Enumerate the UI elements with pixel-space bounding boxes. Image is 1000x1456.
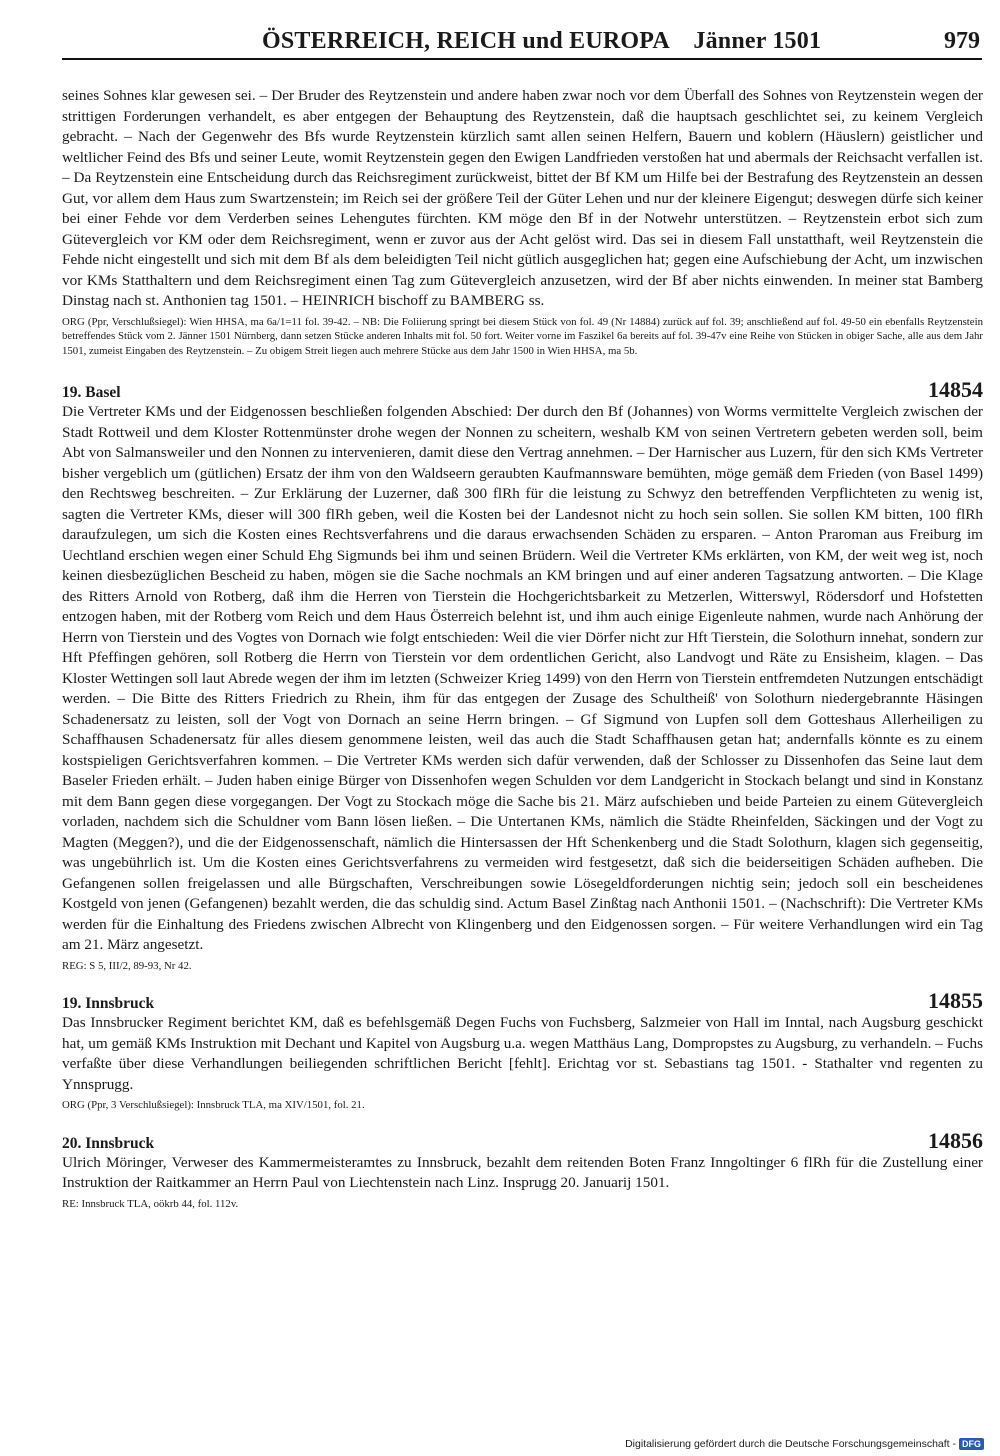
entry-number: 14855: [928, 988, 983, 1014]
entry-number: 14856: [928, 1127, 983, 1153]
entry-text: Ulrich Möringer, Verweser des Kammermeisteramtes zu Innsbruck, bezahlt dem reitenden Boten Franz Inngoltinger 6 flRh für die Zustellung einer Instruktion der Raitkammer an Herrn Paul von Liechtenstein nach Linz. Insprugg 20. Januarij 1501.: [62, 1153, 983, 1192]
continuation-entry: [62, 86, 983, 358]
digitization-footer: [625, 1438, 984, 1450]
running-header: [62, 28, 982, 60]
entry-14856: [62, 1127, 983, 1212]
entry-text: Das Innsbrucker Regiment berichtet KM, daß es befehlsgemäß Degen Fuchs von Fuchsberg, Salzmeier von Hall im Inntal, nach Augsburg geschickt hat, um gemäß KMs Instruktion mit Dechant und Kapitel von Augsburg u.a. wegen Matthäus Lang, Dompropstes zu Augsburg, zu verhandeln. – Fuchs verfaßte über diese Verhandlungen beiliegenden schriftlichen Bericht [fehlt]. Erichtag vor st. Sebastians tag 1501. - Stathalter vnd regenten zu Ynnsprugg.: [62, 1014, 983, 1093]
main-content: [62, 86, 983, 1212]
entry-heading: [62, 1127, 983, 1153]
entry-heading: [62, 988, 983, 1014]
entry-source-note: ORG (Ppr, 3 Verschlußsiegel): Innsbruck TLA, ma XIV/1501, fol. 21.: [62, 1099, 365, 1112]
entry-source-note: REG: S 5, III/2, 89-93, Nr 42.: [62, 959, 192, 972]
entry-number: 14854: [928, 377, 983, 403]
entry-14854: [62, 377, 983, 973]
dfg-logo-icon: DFG: [959, 1438, 984, 1450]
entry-14855: [62, 988, 983, 1113]
footer-credit: Digitalisierung gefördert durch die Deutsche Forschungsgemeinschaft -: [625, 1438, 956, 1450]
entry-day-place: 19. Innsbruck: [62, 995, 155, 1013]
entry-source-note: RE: Innsbruck TLA, oökrb 44, fol. 112v.: [62, 1197, 239, 1210]
entry-day-place: 20. Innsbruck: [62, 1134, 155, 1152]
entry-day-place: 19. Basel: [62, 384, 121, 402]
page-number: 979: [944, 28, 980, 54]
continuation-source-note: ORG (Ppr, Verschlußsiegel): Wien HHSA, ma 6a/1=11 fol. 39-42. – NB: Die Foliierung springt bei diesem Stück von fol. 49 (Nr 14884) zurück auf fol. 39; anschließend auf fol. 49-50 ein ebenfalls Reytzenstein betreffendes Stück vom 2. Jänner 1501 Nürnberg, dann setzen Stücke anderen Inhalts mit fol. 50 fort. Weiter vorne im Faszikel 6a bereits auf fol. 39-47v eine Reihe von Stücken in obiger Sache, alle aus dem Jahr 1501, zumeist Eingaben des Reytzenstein. – Zu obigem Streit liegen auch mehrere Stücke aus dem Jahr 1500 in Wien HHSA, ma 5b.: [62, 315, 983, 357]
entry-heading: [62, 377, 983, 403]
running-title: ÖSTERREICH, REICH und EUROPA Jänner 1501: [262, 28, 822, 54]
entry-text: Die Vertreter KMs und der Eidgenossen beschließen folgenden Abschied: Der durch den Bf (Johannes) von Worms vermittelte Vergleich zwischen der Stadt Rottweil und dem Kloster Rottenmünster drohe wegen der Nonnen zu scheitern, weshalb KM von seinen Vertretern gebeten werden soll, beim Abt von Salmansweiler und den Nonnen zu intervenieren, damit diese den Vertrag annehmen. – Der Harnischer aus Luzern, für den sich KMs Vertreter bisher vergeblich um (gütlichen) Ersatz der ihm von den Waldseern geraubten Kaufmannsware bemühten, möge gemäß dem Frieden (von Basel 1499) den Rechtsweg beschreiten. – Zur Erklärung der Luzerner, daß 300 flRh für die leistung zu Schwyz den betreffenden Verpflichteten zu wenig ist, sagten die Vertreter KMs, dieser will 300 flRh geben, weil die Kosten bei der Landesnot nicht zu hoch sein sollen. Sie sollen KM bitten, 100 flRh daraufzulegen, um sich die Kosten eines Rechtsverfahrens und die daraus erwachsenden Schäden zu ersparen. – Anton Praroman aus Freiburg im Uechtland erschien wegen einer Schuld Ehg Sigmunds bei ihm und seinen Brüdern. Weil die Vertreter KMs erklärten, von KM, der weit weg ist, noch keinen diesbezüglichen Bescheid zu haben, mögen sie die Sache nochmals an KM bringen und auf einer anderen Tagsatzung antworten. – Die Klage des Ritters Arnold von Rotberg, daß ihm die Herren von Tierstein die Hochgerichtsbarkeit zu Metzerlen, Witterswyl, Rödersdorf und Hofstetten entzogen haben, mit der Rotberg vom Reich und dem Haus Österreich belehnt ist, und ihm auch einige Eigenleute nahmen, wurde nach Anhörung der Herrn von Tierstein und des Vogtes von Dornach wie folgt entschieden: Weil die vier Dörfer nicht zur Hft Tierstein, die Solothurn innehat, sondern zur Hft Pfeffingen gehören, soll Rotberg die Herrn von Tierstein vor dem ordentlichen Gericht, also Landvogt und Räte zu Ensisheim, klagen. – Das Kloster Wettingen soll laut Abrede wegen der ihm im letzten (Schweizer Krieg 1499) von den Herrn von Tierstein entfremdeten Nutzungen entschädigt werden. – Die Bitte des Ritters Friedrich zu Rhein, ihm für das entgegen der Zusage des Schultheiß' von Solothurn niedergebrannte Häsingen Schadenersatz zu leisten, soll der Vogt von Dornach an seine Herrn bringen. – Gf Sigmund von Lupfen soll dem Gotteshaus Allerheiligen zu Schaffhausen Schadenersatz für alles diesem genommene leisten, weil das auch die Stadt Schaffhausen getan hat; andernfalls könnte es zu einem kostspieligen Gerichtsverfahren kommen. – Die Vertreter KMs werden sich dafür verwenden, daß der Schlosser zu Dissenhofen das Seine laut dem Baseler Frieden erhält. – Juden haben einige Bürger von Dissenhofen wegen Schulden vor dem Landgericht in Stockach belangt und sind in Konstanz mit dem Bann gegen diese vorgegangen. Der Vogt zu Stockach möge die Sache bis 21. März aufschieben und beide Parteien zu einem Gütevergleich vorladen, nachdem sich die Schuldner vom Bann lösen ließen. – Die Untertanen KMs, nämlich die Städte Rheinfelden, Säckingen und der Vogt zu Magten (Meggen?), und die der Eidgenossenschaft, nämlich die Hintersassen der Hft Schenkenberg und die Stadt Solothurn, klagen sich gegenseitig, was ungebührlich ist. Um die Kosten eines Gerichtsverfahrens zu vermeiden wird festgesetzt, daß sich die beiderseitigen Schäden aufheben. Die Gefangenen sollen freigelassen und alle Bürgschaften, Verschreibungen sowie Lösegeldforderungen nichtig sein; jedoch soll ein bescheidenes Kostgeld von jenen (Gefangenen) bezahlt werden, die das schuldig sind. Actum Basel Zinßtag nach Anthonii 1501. – (Nachschrift): Die Vertreter KMs werden für die Einhaltung des Friedens zwischen Albrecht von Klingenberg und den Eidgenossen sorgen. – Für weitere Verhandlungen wird ein Tag am 21. März angesetzt.: [62, 403, 983, 954]
continuation-text: seines Sohnes klar gewesen sei. – Der Bruder des Reytzenstein und andere haben zwar noch vor dem Überfall des Sohnes von Reytzenstein wegen der strittigen Forderungen verhandelt, es aber entgegen der Behauptung des Reytzenstein, daß die hauptsach geschlichtet sei, zu keinem Vergleich gebracht. – Nach der Gegenwehr des Bfs wurde Reytzenstein kürzlich samt allen seinen Helfern, Bauern und koblern (Häuslern) geistlicher und weltlicher Feind des Bfs und seiner Leute, womit Reytzenstein gegen den Ewigen Landfrieden verstoßen hat und abermals der Reichsacht verfallen ist. – Da Reytzenstein eine Entscheidung durch das Reichsregiment zurückweist, bittet der Bf KM um Hilfe bei der Bestrafung des Reytzenstein an dessen Gut, vor allem dem Haus zum Swartzenstein; im Reich sei der größere Teil der Güter Lehen und nur der kleinere Eigengut; deswegen dürfe sich keiner bei einer Fehde vor dem Verderben seines Lehengutes fürchten. KM möge den Bf in der Notwehr unterstützen. – Reytzenstein erbot sich zum Gütevergleich vor KM oder dem Reichsregiment, wenn er zuvor aus der Acht gelöst wird. Das sei in diesem Fall unstatthaft, weil Reytzenstein die Fehde nicht eingestellt und sich mit dem Bf als dem beleidigten Teil nicht gütlich ausgeglichen hat; gegen eine Aufschiebung der Acht, um inzwischen vor KMs Statthaltern und dem Reichsregiment einen Tag zum Gütevergleich anzusetzen, wird der Bf aber nichts einwenden. In meiner stat Bamberg Dinstag nach st. Anthonien tag 1501. – HEINRICH bischoff zu BAMBERG ss.: [62, 87, 983, 309]
